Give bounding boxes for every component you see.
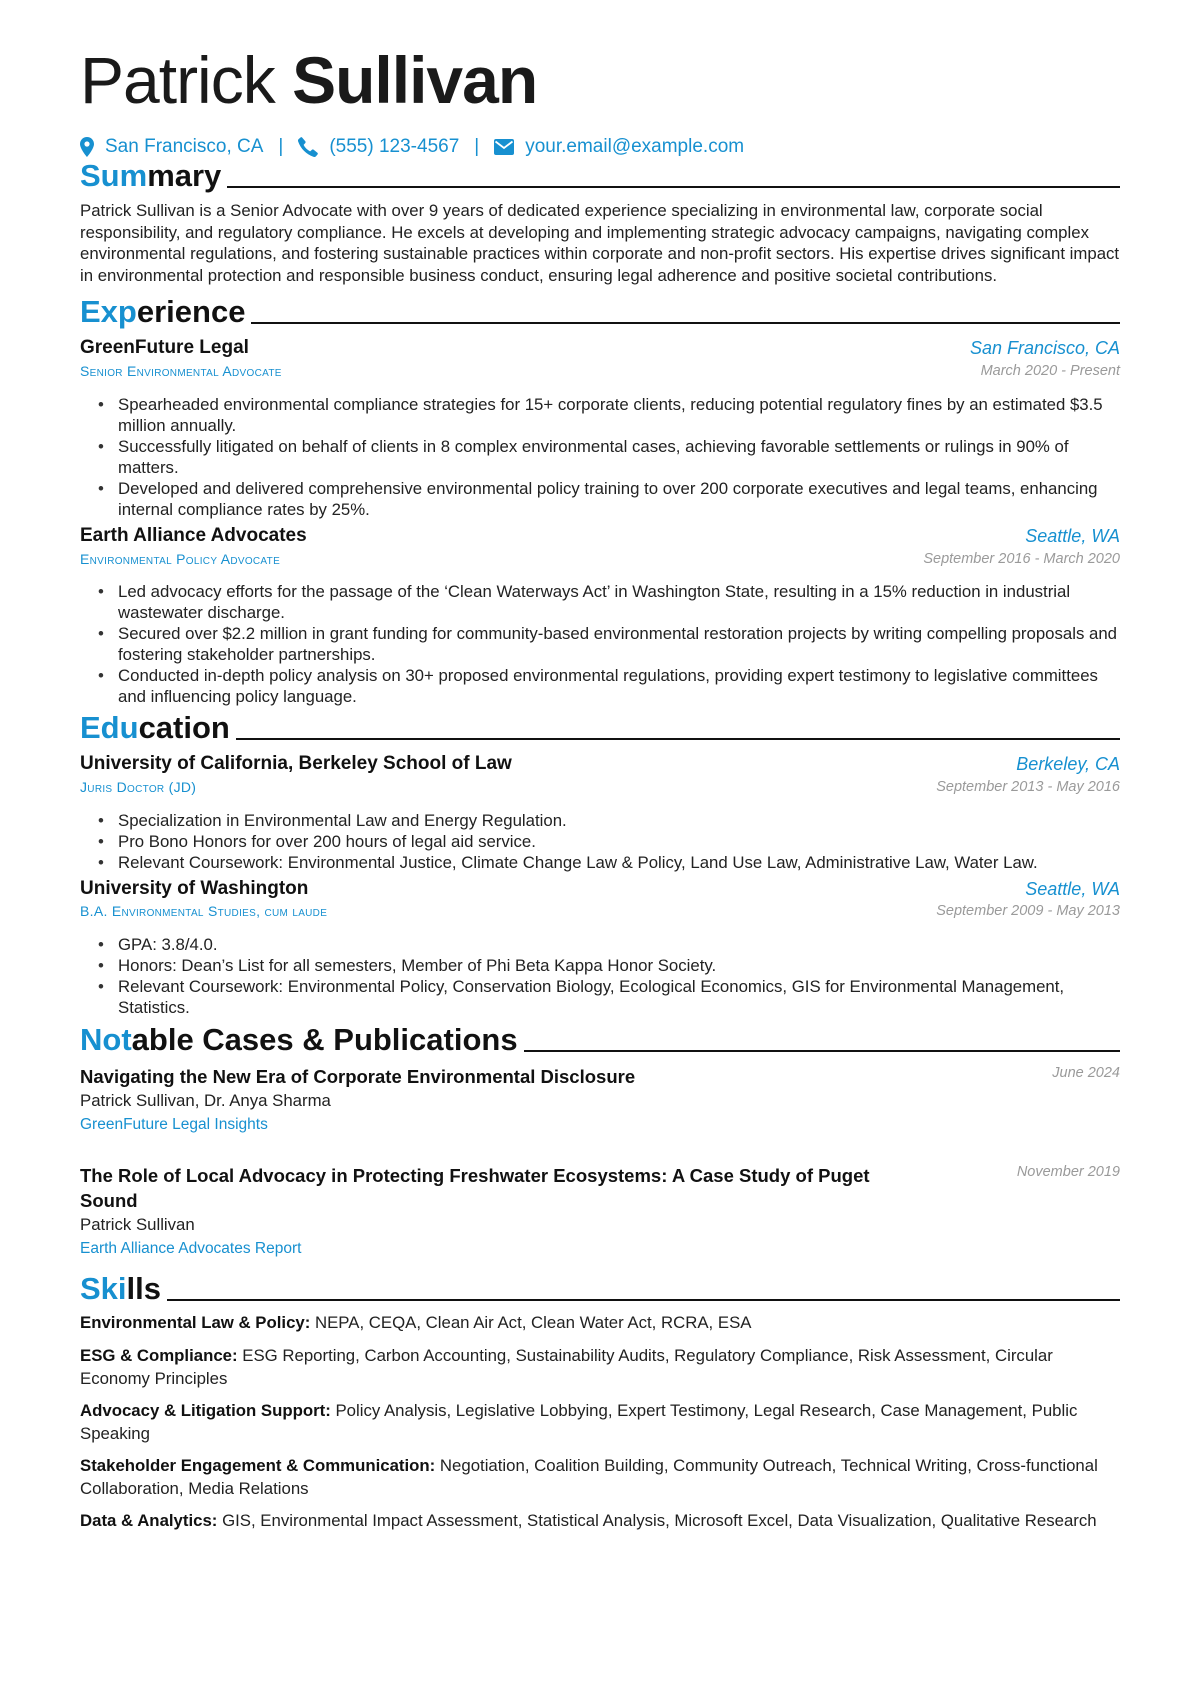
last-name: Sullivan bbox=[292, 43, 538, 117]
skill-label: ESG & Compliance: bbox=[80, 1346, 238, 1365]
school-degree: B.A. Environmental Studies, cum laude bbox=[80, 903, 328, 919]
skill-label: Environmental Law & Policy: bbox=[80, 1313, 311, 1332]
skill-row bbox=[80, 1455, 1120, 1500]
school-bullets bbox=[98, 934, 1120, 1018]
job-dates: March 2020 - Present bbox=[980, 363, 1120, 379]
job-org: GreenFuture Legal bbox=[80, 337, 249, 358]
school-bullets bbox=[98, 810, 1120, 873]
section-rule bbox=[236, 738, 1120, 740]
section-title: Experience bbox=[80, 294, 246, 329]
school-dates: September 2009 - May 2013 bbox=[936, 903, 1120, 919]
job-location: San Francisco, CA bbox=[969, 338, 1120, 358]
skill-value: ESG Reporting, Carbon Accounting, Sustainability Audits, Regulatory Compliance, Risk Assessment, Circular Economy Principles bbox=[80, 1346, 1053, 1388]
skill-value: Policy Analysis, Legislative Lobbying, Expert Testimony, Legal Research, Case Management, Public Speaking bbox=[80, 1401, 1078, 1443]
contact-separator: | bbox=[474, 136, 480, 157]
first-name: Patrick bbox=[80, 43, 275, 117]
school-location: Berkeley, CA bbox=[1016, 754, 1120, 774]
school-location: Seattle, WA bbox=[1025, 879, 1120, 899]
list-item: • GPA: 3.8/4.0. bbox=[98, 934, 1120, 955]
section-rule bbox=[167, 1299, 1120, 1301]
skill-label: Advocacy & Litigation Support: bbox=[80, 1401, 331, 1420]
list-item: • Conducted in-depth policy analysis on 30+ proposed environmental regulations, providing expert testimony to legislative committees and influencing policy language. bbox=[98, 665, 1120, 707]
job-location: Seattle, WA bbox=[1025, 526, 1120, 546]
job-bullets bbox=[98, 394, 1120, 520]
list-item: • Honors: Dean’s List for all semesters, Member of Phi Beta Kappa Honor Society. bbox=[98, 955, 1120, 976]
section-title: Education bbox=[80, 710, 230, 745]
list-item: • Successfully litigated on behalf of clients in 8 complex environmental cases, achieving favorable settlements or rulings in 90% of matters. bbox=[98, 436, 1120, 478]
publication-source: GreenFuture Legal Insights bbox=[80, 1116, 268, 1133]
list-item: • Secured over $2.2 million in grant funding for community-based environmental restoration projects by writing compelling proposals and fostering stakeholder partnerships. bbox=[98, 623, 1120, 665]
school-org: University of Washington bbox=[80, 878, 309, 899]
publication-authors: Patrick Sullivan, Dr. Anya Sharma bbox=[80, 1091, 331, 1110]
section-experience-header bbox=[80, 289, 1120, 329]
summary-text: Patrick Sullivan is a Senior Advocate with over 9 years of dedicated experience specializing in environmental law, corporate social responsibility, and regulatory compliance. He excels at developing and implementing strategic advocacy campaigns, navigating complex environmental regulations, and fostering sustainable practices within corporate and non-profit sectors. His expertise drives significant impact in environmental protection and responsible business conduct, ensuring legal adherence and positive societal contributions. bbox=[80, 201, 1120, 285]
school-degree: Juris Doctor (JD) bbox=[80, 779, 197, 795]
section-education-header bbox=[80, 705, 1120, 745]
skill-value: NEPA, CEQA, Clean Air Act, Clean Water Act, RCRA, ESA bbox=[315, 1313, 752, 1332]
school-org: University of California, Berkeley School of Law bbox=[80, 753, 512, 774]
skill-row bbox=[80, 1312, 1120, 1335]
section-title: Skills bbox=[80, 1271, 161, 1306]
contact-separator: | bbox=[278, 136, 284, 157]
list-item: • Spearheaded environmental compliance strategies for 15+ corporate clients, reducing potential regulatory fines by an estimated $3.5 million annually. bbox=[98, 394, 1120, 436]
section-skills-header bbox=[80, 1266, 1120, 1306]
skill-value: GIS, Environmental Impact Assessment, Statistical Analysis, Microsoft Excel, Data Visualization, Qualitative Research bbox=[222, 1511, 1097, 1530]
email-text: your.email@example.com bbox=[525, 136, 745, 157]
skill-label: Stakeholder Engagement & Communication: bbox=[80, 1456, 436, 1475]
school-dates: September 2013 - May 2016 bbox=[936, 779, 1120, 795]
list-item: • Led advocacy efforts for the passage of the ‘Clean Waterways Act’ in Washington State, resulting in a 15% reduction in industrial wastewater discharge. bbox=[98, 581, 1120, 623]
skill-label: Data & Analytics: bbox=[80, 1511, 218, 1530]
skill-row bbox=[80, 1400, 1120, 1445]
section-title: Notable Cases & Publications bbox=[80, 1022, 518, 1057]
section-rule bbox=[251, 322, 1120, 324]
section-rule bbox=[227, 186, 1120, 188]
publication-authors: Patrick Sullivan bbox=[80, 1215, 195, 1234]
skill-value: Negotiation, Coalition Building, Community Outreach, Technical Writing, Cross-functional Collaboration, Media Relations bbox=[80, 1456, 1098, 1498]
section-publications-header bbox=[80, 1017, 1120, 1057]
list-item: • Specialization in Environmental Law and Energy Regulation. bbox=[98, 810, 1120, 831]
phone-text: (555) 123-4567 bbox=[329, 136, 460, 157]
publication-date: June 2024 bbox=[1052, 1065, 1120, 1081]
list-item: • Relevant Coursework: Environmental Justice, Climate Change Law & Policy, Land Use Law, Administrative Law, Water Law. bbox=[98, 852, 1120, 873]
job-org: Earth Alliance Advocates bbox=[80, 525, 307, 546]
list-item: • Relevant Coursework: Environmental Policy, Conservation Biology, Ecological Economics, GIS for Environmental Management, Statistics. bbox=[98, 976, 1120, 1018]
location-text: San Francisco, CA bbox=[105, 136, 264, 157]
publication-source: Earth Alliance Advocates Report bbox=[80, 1240, 302, 1257]
section-summary-header bbox=[80, 153, 1120, 193]
list-item: • Developed and delivered comprehensive environmental policy training to over 200 corporate executives and legal teams, enhancing internal compliance rates by 25%. bbox=[98, 478, 1120, 520]
section-rule bbox=[524, 1050, 1120, 1052]
list-item: • Pro Bono Honors for over 200 hours of legal aid service. bbox=[98, 831, 1120, 852]
skill-row bbox=[80, 1510, 1120, 1533]
publication-title: The Role of Local Advocacy in Protecting Freshwater Ecosystems: A Case Study of Puget Sound bbox=[80, 1165, 870, 1211]
resume-name bbox=[80, 38, 537, 122]
job-dates: September 2016 - March 2020 bbox=[923, 551, 1120, 567]
publication-title: Navigating the New Era of Corporate Environmental Disclosure bbox=[80, 1066, 636, 1087]
publication-date: November 2019 bbox=[1016, 1164, 1120, 1180]
section-title: Summary bbox=[80, 158, 222, 193]
skill-row bbox=[80, 1345, 1120, 1390]
job-role: Environmental Policy Advocate bbox=[80, 551, 281, 567]
job-bullets bbox=[98, 581, 1120, 707]
job-role: Senior Environmental Advocate bbox=[80, 363, 282, 379]
